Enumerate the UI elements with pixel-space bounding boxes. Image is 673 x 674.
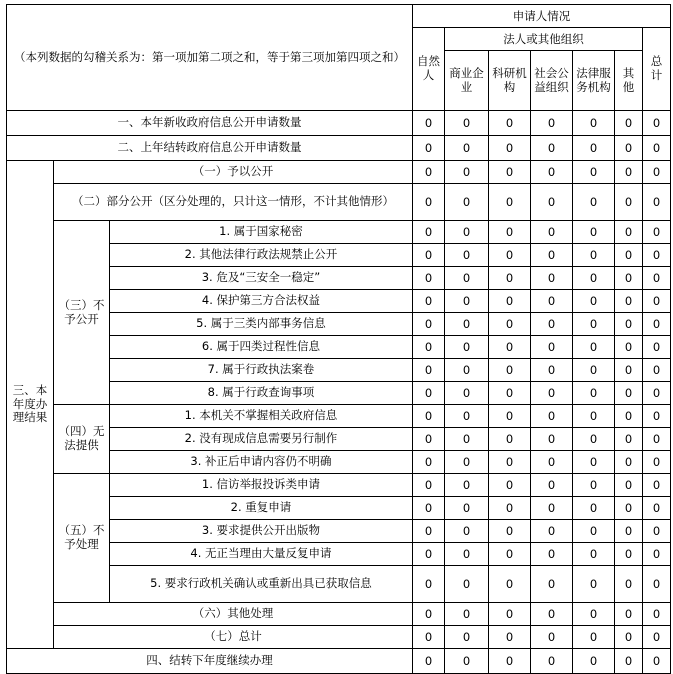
table-row bbox=[7, 111, 671, 136]
row-subgroup-label-not-disclosed-text: （三）不予公开 bbox=[58, 297, 105, 326]
cell-value: 0 bbox=[531, 244, 573, 267]
cell-value: 0 bbox=[413, 136, 445, 161]
row-label-admin-inquiry: 8. 属于行政查询事项 bbox=[110, 382, 413, 405]
row-label-third-party-rights: 4. 保护第三方合法权益 bbox=[110, 290, 413, 313]
cell-value: 0 bbox=[573, 428, 615, 451]
row-subgroup-label-cannot-provide bbox=[54, 405, 110, 474]
cell-value: 0 bbox=[445, 359, 489, 382]
cell-value: 0 bbox=[445, 111, 489, 136]
cell-value: 0 bbox=[413, 451, 445, 474]
cell-value: 0 bbox=[489, 474, 531, 497]
cell-value: 0 bbox=[615, 520, 643, 543]
cell-value: 0 bbox=[531, 290, 573, 313]
cell-value: 0 bbox=[531, 336, 573, 359]
row-label-partial-disclosure: （二）部分公开（区分处理的，只计这一情形，不计其他情形） bbox=[54, 184, 413, 221]
header-natural-person-label: 自然人 bbox=[417, 54, 440, 82]
row-label-carryover-applications: 二、上年结转政府信息公开申请数量 bbox=[7, 136, 413, 161]
cell-value: 0 bbox=[643, 405, 671, 428]
cell-value: 0 bbox=[445, 244, 489, 267]
cell-value: 0 bbox=[413, 428, 445, 451]
cell-value: 0 bbox=[489, 111, 531, 136]
cell-value: 0 bbox=[445, 451, 489, 474]
cell-value: 0 bbox=[413, 626, 445, 649]
cell-value: 0 bbox=[643, 290, 671, 313]
cell-value: 0 bbox=[615, 566, 643, 603]
row-label-repeat-application: 2. 重复申请 bbox=[110, 497, 413, 520]
cell-value: 0 bbox=[489, 359, 531, 382]
table-row bbox=[7, 184, 671, 221]
cell-value: 0 bbox=[573, 267, 615, 290]
cell-value: 0 bbox=[413, 474, 445, 497]
cell-value: 0 bbox=[489, 161, 531, 184]
cell-value: 0 bbox=[489, 244, 531, 267]
cell-value: 0 bbox=[573, 382, 615, 405]
cell-value: 0 bbox=[643, 267, 671, 290]
cell-value: 0 bbox=[445, 520, 489, 543]
cell-value: 0 bbox=[531, 359, 573, 382]
table-row bbox=[7, 136, 671, 161]
cell-value: 0 bbox=[615, 111, 643, 136]
cell-value: 0 bbox=[615, 428, 643, 451]
row-label-reconfirm-info: 5. 要求行政机关确认或重新出具已获取信息 bbox=[110, 566, 413, 603]
cell-value: 0 bbox=[445, 184, 489, 221]
cell-value: 0 bbox=[489, 221, 531, 244]
cell-value: 0 bbox=[615, 382, 643, 405]
cell-value: 0 bbox=[489, 267, 531, 290]
row-label-state-secret: 1. 属于国家秘密 bbox=[110, 221, 413, 244]
row-label-petition-complaint: 1. 信访举报投诉类申请 bbox=[110, 474, 413, 497]
cell-value: 0 bbox=[615, 313, 643, 336]
cell-value: 0 bbox=[615, 603, 643, 626]
cell-value: 0 bbox=[643, 359, 671, 382]
cell-value: 0 bbox=[531, 382, 573, 405]
cell-value: 0 bbox=[445, 336, 489, 359]
cell-value: 0 bbox=[573, 603, 615, 626]
cell-value: 0 bbox=[489, 649, 531, 674]
cell-value: 0 bbox=[531, 543, 573, 566]
cell-value: 0 bbox=[615, 221, 643, 244]
cell-value: 0 bbox=[413, 543, 445, 566]
cell-value: 0 bbox=[445, 161, 489, 184]
header-col-commercial-enterprise bbox=[445, 51, 489, 111]
cell-value: 0 bbox=[573, 221, 615, 244]
cell-value: 0 bbox=[643, 244, 671, 267]
header-col-social-welfare-org-label: 社会公益组织 bbox=[534, 65, 569, 94]
cell-value: 0 bbox=[413, 566, 445, 603]
cell-value: 0 bbox=[413, 336, 445, 359]
cell-value: 0 bbox=[413, 313, 445, 336]
cell-value: 0 bbox=[445, 626, 489, 649]
row-label-not-held: 1. 本机关不掌握相关政府信息 bbox=[110, 405, 413, 428]
cell-value: 0 bbox=[643, 543, 671, 566]
cell-value: 0 bbox=[489, 290, 531, 313]
row-subgroup-label-not-processed-text: （五）不予处理 bbox=[58, 523, 105, 551]
cell-value: 0 bbox=[531, 161, 573, 184]
cell-value: 0 bbox=[445, 405, 489, 428]
row-label-subtotal: （七）总计 bbox=[54, 626, 413, 649]
cell-value: 0 bbox=[489, 136, 531, 161]
table-row bbox=[7, 626, 671, 649]
cell-value: 0 bbox=[573, 111, 615, 136]
cell-value: 0 bbox=[531, 136, 573, 161]
cell-value: 0 bbox=[643, 603, 671, 626]
cell-value: 0 bbox=[643, 649, 671, 674]
cell-value: 0 bbox=[445, 603, 489, 626]
cell-value: 0 bbox=[531, 520, 573, 543]
cell-value: 0 bbox=[643, 382, 671, 405]
header-total bbox=[643, 28, 671, 111]
cell-value: 0 bbox=[531, 405, 573, 428]
cell-value: 0 bbox=[573, 497, 615, 520]
cell-value: 0 bbox=[445, 649, 489, 674]
row-label-disclosed: （一）予以公开 bbox=[54, 161, 413, 184]
cell-value: 0 bbox=[531, 184, 573, 221]
cell-value: 0 bbox=[413, 359, 445, 382]
cell-value: 0 bbox=[445, 428, 489, 451]
cell-value: 0 bbox=[413, 603, 445, 626]
row-subgroup-label-not-processed bbox=[54, 474, 110, 603]
header-col-commercial-enterprise-label: 商业企业 bbox=[449, 65, 484, 94]
table-row bbox=[7, 221, 671, 244]
header-note-text: （本列数据的勾稽关系为：第一项加第二项之和，等于第三项加第四项之和） bbox=[14, 50, 405, 65]
cell-value: 0 bbox=[531, 626, 573, 649]
cell-value: 0 bbox=[445, 313, 489, 336]
cell-value: 0 bbox=[615, 405, 643, 428]
cell-value: 0 bbox=[643, 111, 671, 136]
cell-value: 0 bbox=[489, 405, 531, 428]
cell-value: 0 bbox=[531, 451, 573, 474]
row-label-three-safety: 3. 危及“三安全一稳定” bbox=[110, 267, 413, 290]
cell-value: 0 bbox=[643, 474, 671, 497]
cell-value: 0 bbox=[445, 382, 489, 405]
table-row bbox=[7, 161, 671, 184]
row-group-label-handling-results bbox=[7, 161, 54, 649]
cell-value: 0 bbox=[531, 428, 573, 451]
cell-value: 0 bbox=[445, 543, 489, 566]
cell-value: 0 bbox=[615, 474, 643, 497]
cell-value: 0 bbox=[643, 451, 671, 474]
cell-value: 0 bbox=[489, 543, 531, 566]
cell-value: 0 bbox=[413, 184, 445, 221]
cell-value: 0 bbox=[643, 520, 671, 543]
cell-value: 0 bbox=[643, 497, 671, 520]
cell-value: 0 bbox=[573, 336, 615, 359]
cell-value: 0 bbox=[413, 244, 445, 267]
header-note-cell bbox=[7, 5, 413, 111]
cell-value: 0 bbox=[489, 184, 531, 221]
cell-value: 0 bbox=[531, 497, 573, 520]
cell-value: 0 bbox=[573, 184, 615, 221]
table-row bbox=[7, 603, 671, 626]
header-col-legal-service-org-label: 法律服务机构 bbox=[576, 65, 611, 94]
cell-value: 0 bbox=[413, 520, 445, 543]
cell-value: 0 bbox=[531, 474, 573, 497]
row-label-needs-creation: 2. 没有现成信息需要另行制作 bbox=[110, 428, 413, 451]
cell-value: 0 bbox=[615, 451, 643, 474]
cell-value: 0 bbox=[445, 474, 489, 497]
header-applicant-situation: 申请人情况 bbox=[413, 5, 671, 28]
header-col-social-welfare-org bbox=[531, 51, 573, 111]
cell-value: 0 bbox=[573, 136, 615, 161]
cell-value: 0 bbox=[573, 649, 615, 674]
cell-value: 0 bbox=[615, 290, 643, 313]
cell-value: 0 bbox=[573, 626, 615, 649]
cell-value: 0 bbox=[489, 520, 531, 543]
table-row bbox=[7, 649, 671, 674]
government-info-disclosure-table bbox=[6, 4, 671, 674]
cell-value: 0 bbox=[445, 267, 489, 290]
table-row bbox=[7, 405, 671, 428]
header-row-applicant bbox=[7, 5, 671, 28]
cell-value: 0 bbox=[573, 313, 615, 336]
cell-value: 0 bbox=[615, 184, 643, 221]
cell-value: 0 bbox=[531, 603, 573, 626]
cell-value: 0 bbox=[573, 405, 615, 428]
header-col-other bbox=[615, 51, 643, 111]
cell-value: 0 bbox=[643, 428, 671, 451]
cell-value: 0 bbox=[643, 161, 671, 184]
cell-value: 0 bbox=[445, 566, 489, 603]
cell-value: 0 bbox=[489, 428, 531, 451]
cell-value: 0 bbox=[489, 603, 531, 626]
cell-value: 0 bbox=[489, 626, 531, 649]
cell-value: 0 bbox=[615, 136, 643, 161]
cell-value: 0 bbox=[531, 566, 573, 603]
cell-value: 0 bbox=[413, 267, 445, 290]
cell-value: 0 bbox=[573, 566, 615, 603]
cell-value: 0 bbox=[413, 405, 445, 428]
cell-value: 0 bbox=[573, 290, 615, 313]
cell-value: 0 bbox=[531, 313, 573, 336]
cell-value: 0 bbox=[489, 313, 531, 336]
cell-value: 0 bbox=[445, 136, 489, 161]
cell-value: 0 bbox=[445, 221, 489, 244]
row-label-published-material: 3. 要求提供公开出版物 bbox=[110, 520, 413, 543]
cell-value: 0 bbox=[489, 566, 531, 603]
cell-value: 0 bbox=[643, 336, 671, 359]
cell-value: 0 bbox=[489, 382, 531, 405]
cell-value: 0 bbox=[643, 626, 671, 649]
cell-value: 0 bbox=[531, 221, 573, 244]
cell-value: 0 bbox=[531, 267, 573, 290]
cell-value: 0 bbox=[643, 566, 671, 603]
cell-value: 0 bbox=[615, 497, 643, 520]
row-subgroup-label-not-disclosed bbox=[54, 221, 110, 405]
row-subgroup-label-cannot-provide-text: （四）无法提供 bbox=[58, 424, 105, 452]
row-label-process-info: 6. 属于四类过程性信息 bbox=[110, 336, 413, 359]
row-label-unclear-content: 3. 补正后申请内容仍不明确 bbox=[110, 451, 413, 474]
header-col-other-label: 其他 bbox=[622, 65, 635, 94]
cell-value: 0 bbox=[413, 111, 445, 136]
cell-value: 0 bbox=[413, 161, 445, 184]
row-label-enforcement-file: 7. 属于行政执法案卷 bbox=[110, 359, 413, 382]
cell-value: 0 bbox=[643, 184, 671, 221]
row-label-unreasonable-repeat: 4. 无正当理由大量反复申请 bbox=[110, 543, 413, 566]
cell-value: 0 bbox=[615, 626, 643, 649]
cell-value: 0 bbox=[573, 543, 615, 566]
cell-value: 0 bbox=[573, 520, 615, 543]
cell-value: 0 bbox=[573, 474, 615, 497]
header-col-research-institution-label: 科研机构 bbox=[492, 65, 527, 94]
header-total-label: 总计 bbox=[650, 54, 663, 82]
row-label-law-prohibited: 2. 其他法律行政法规禁止公开 bbox=[110, 244, 413, 267]
cell-value: 0 bbox=[573, 451, 615, 474]
cell-value: 0 bbox=[573, 161, 615, 184]
header-col-research-institution bbox=[489, 51, 531, 111]
cell-value: 0 bbox=[531, 649, 573, 674]
cell-value: 0 bbox=[413, 382, 445, 405]
row-label-internal-affairs: 5. 属于三类内部事务信息 bbox=[110, 313, 413, 336]
cell-value: 0 bbox=[413, 221, 445, 244]
header-legal-person-group: 法人或其他组织 bbox=[445, 28, 643, 51]
cell-value: 0 bbox=[573, 244, 615, 267]
cell-value: 0 bbox=[615, 267, 643, 290]
cell-value: 0 bbox=[489, 451, 531, 474]
cell-value: 0 bbox=[445, 290, 489, 313]
cell-value: 0 bbox=[413, 497, 445, 520]
cell-value: 0 bbox=[531, 111, 573, 136]
table-row bbox=[7, 474, 671, 497]
cell-value: 0 bbox=[615, 244, 643, 267]
cell-value: 0 bbox=[643, 136, 671, 161]
cell-value: 0 bbox=[573, 359, 615, 382]
cell-value: 0 bbox=[445, 497, 489, 520]
row-label-other-handling: （六）其他处理 bbox=[54, 603, 413, 626]
cell-value: 0 bbox=[615, 161, 643, 184]
cell-value: 0 bbox=[615, 543, 643, 566]
row-label-carry-to-next-year: 四、结转下年度继续办理 bbox=[7, 649, 413, 674]
cell-value: 0 bbox=[643, 313, 671, 336]
cell-value: 0 bbox=[615, 359, 643, 382]
cell-value: 0 bbox=[413, 290, 445, 313]
cell-value: 0 bbox=[413, 649, 445, 674]
row-group-label-handling-results-text: 三、本年度办理结果 bbox=[12, 383, 48, 425]
cell-value: 0 bbox=[643, 221, 671, 244]
cell-value: 0 bbox=[615, 336, 643, 359]
row-label-new-applications: 一、本年新收政府信息公开申请数量 bbox=[7, 111, 413, 136]
cell-value: 0 bbox=[615, 649, 643, 674]
header-col-legal-service-org bbox=[573, 51, 615, 111]
cell-value: 0 bbox=[489, 497, 531, 520]
header-natural-person bbox=[413, 28, 445, 111]
cell-value: 0 bbox=[489, 336, 531, 359]
